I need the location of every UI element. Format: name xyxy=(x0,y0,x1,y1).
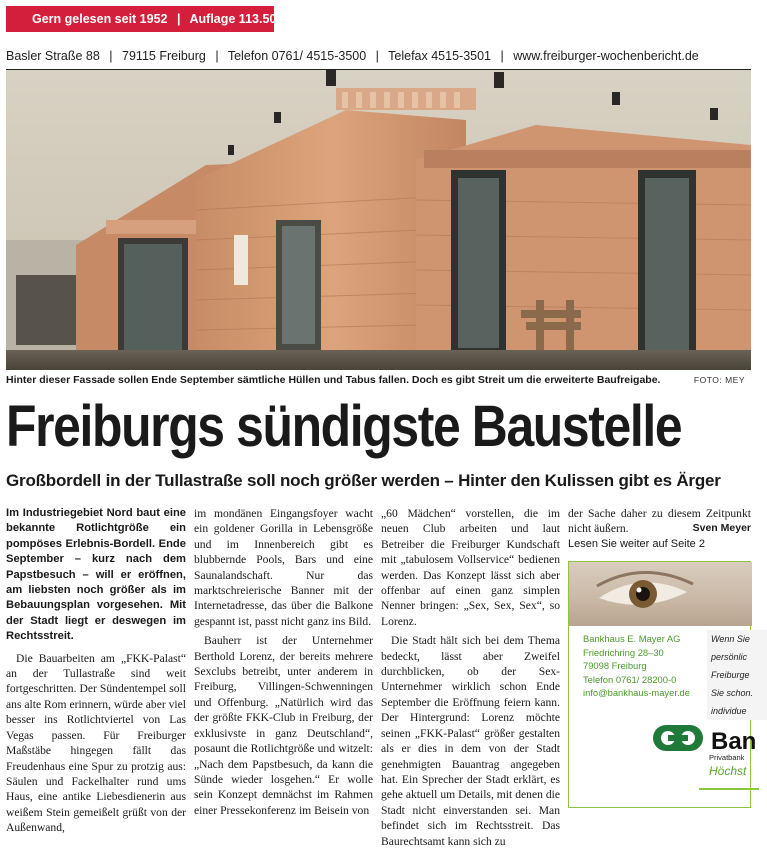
address-separator: | xyxy=(375,49,379,63)
article-paragraph: „60 Mädchen“ vorstellen, die im neuen Club arbeiten und laut Betreiber die Freiburger Kundschaft mit „tabulosem Vollservice“ bedienen werden. Das Konzept lässt sich aber offenbar auf einen ganz simplen Nenner bringen: „Sex, Sex, Sex“, so Lorenz. xyxy=(381,507,560,628)
banner-separator: | xyxy=(176,12,181,26)
ad-side-line: Sie schon. xyxy=(711,688,754,698)
article-paragraph: Die Stadt hält sich bei dem Thema bedeckt, lässt aber Zweifel durchblicken, ob der Sex-Unternehmer wirklich schon Ende September die Eröffnung feiern kann. Der Hintergrund: Lorenz möchte seinen „FKK-Palast“ größer gestalten als er dies in dem von der Stadt genehmigten Bauantrag angegeben hat. Ein Sprecher der Stadt erklärt, es gehe aktuell um Details, mit denen die Stadt nicht einverstanden sei. Man befindet sich im Rechtsstreit. Das Baurechtsamt kann sich zu xyxy=(381,634,560,848)
photo-caption: Hinter dieser Fassade sollen Ende September sämtliche Hüllen und Tabus fallen. Doch es gibt Streit um die erweiterte Baufreigabe. xyxy=(6,374,661,386)
address-street: Basler Straße 88 xyxy=(6,49,100,63)
circulation: Auflage 113.500 xyxy=(189,12,284,26)
ad-private-line: Privatbank xyxy=(709,753,745,762)
ad-street: Friedrichring 28–30 xyxy=(583,646,664,658)
ad-side-text xyxy=(707,630,767,720)
tagline: Gern gelesen seit 1952 xyxy=(32,12,168,26)
ad-side-line: Freiburge xyxy=(711,670,750,680)
ad-slogan: Höchst xyxy=(709,764,747,778)
article-column-1 xyxy=(6,506,186,835)
bank-logo-icon xyxy=(653,725,703,751)
article-column-4 xyxy=(568,506,751,556)
address-separator: | xyxy=(109,49,113,63)
photo-credit: FOTO: MEY xyxy=(693,375,745,385)
fax: Telefax 4515-3501 xyxy=(388,49,492,63)
article-paragraph: Die Bauarbeiten am „FKK-Palast“ an der Tullastraße sind weit fortgeschritten. Der Sündentempel soll ans alte Rom erinnern, würde aber viel besser ins Rotlichtviertel von Las Vegas passen. Für Freiburger Maßstäbe hingegen fällt das Freudenhaus eine Spur zu protzig aus: Säulen und Fackelhalter rund ums Haus, eine antike Liebesdienerin aus weißem Stein gemeißelt grüßt von der Außenwand, xyxy=(6,651,186,835)
ad-contact-block xyxy=(583,632,690,700)
website-link[interactable]: www.freiburger-wochenbericht.de xyxy=(513,49,699,63)
address-line xyxy=(6,43,751,69)
article-closing-text: der Sache daher zu diesem Zeitpunkt nicht äußern. xyxy=(568,507,751,536)
ad-side-line: persönlic xyxy=(711,652,748,662)
address-city: 79115 Freiburg xyxy=(122,49,206,63)
article-lead: Im Industriegebiet Nord baut eine bekannte Rotlichtgröße ein pompöses Erlebnis-Bordell. Ende September – kurz nach dem Papstbesuch – will er eröffnen, am liebsten noch größer als im Bebauungsplan vorgesehen. Mit der Stadt liegt er deswegen im Rechtsstreit. xyxy=(6,507,186,643)
article-subheadline: Großbordell in der Tullastraße soll noch größer werden – Hinter den Kulissen gibt es Ärger xyxy=(6,471,721,490)
ad-eye-image xyxy=(569,562,752,626)
ad-phone: Telefon 0761/ 28200-0 xyxy=(583,673,677,685)
article-author: Sven Meyer xyxy=(692,522,751,535)
ad-city: 79098 Freiburg xyxy=(583,660,647,672)
masthead-banner xyxy=(6,6,284,32)
address-separator: | xyxy=(500,49,504,63)
ad-email-link[interactable]: info@bankhaus-mayer.de xyxy=(583,687,690,699)
article-paragraph: im mondänen Eingangsfoyer wacht ein goldener Gorilla in Lebensgröße und im Innenbereich gibt es blubbernde Pools, Bars und eine Saunalandschaft. Nur das marktschreierische Banner mit der Internetadresse, das über die Balkone gespannt ist, passt nicht ganz ins Bild. xyxy=(194,507,373,628)
bank-advertisement[interactable] xyxy=(568,561,757,808)
continued-link[interactable]: Lesen Sie weiter auf Seite 2 xyxy=(568,537,705,550)
eye-icon xyxy=(569,562,752,626)
phone: Telefon 0761/ 4515-3500 xyxy=(227,49,367,63)
ad-side-line: individue xyxy=(711,706,747,716)
ad-divider xyxy=(699,788,759,790)
article-paragraph xyxy=(568,506,751,537)
address-separator: | xyxy=(215,49,219,63)
article-column-2 xyxy=(194,506,373,817)
article-column-3 xyxy=(381,506,560,848)
ad-bank-name: Bankhaus E. Mayer AG xyxy=(583,633,681,644)
building-illustration xyxy=(6,70,751,370)
article-paragraph: Bauherr ist der Unternehmer Berthold Lorenz, der bereits mehrere Sexclubs betreibt, unter anderem in Freiburg, Villingen-Schwenningen und Offenburg. „Natürlich wird das der größte FKK-Club in Freiburg, der exklusivste in ganz Deutschland“, posaunt die Rotlichtgröße und witzelt: „Nach dem Papstbesuch, da kann die Sünde wieder losgehen.“ Er wolle sein Konzept demnächst im Rahmen einer Pressekonferenz im Beisein von xyxy=(194,634,373,817)
building-photo xyxy=(6,70,751,370)
ad-logo-text: Ban xyxy=(711,728,757,755)
ad-side-line: Wenn Sie xyxy=(711,634,750,644)
article-headline: Freiburgs sündigste Baustelle xyxy=(6,394,682,459)
